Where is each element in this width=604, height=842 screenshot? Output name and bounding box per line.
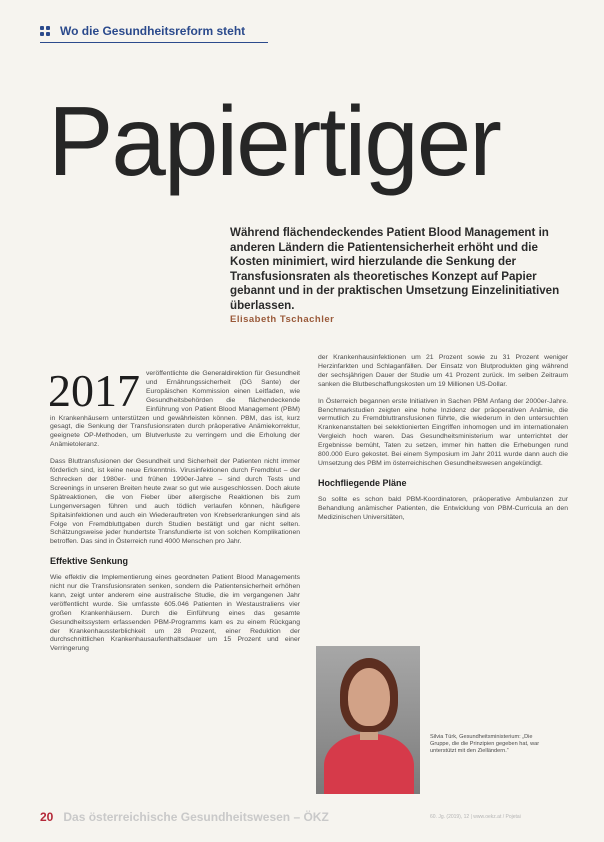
paragraph: Dass Bluttransfusionen der Gesundheit und Sicherheit der Patienten nicht immer förderlich sind, ist keine neue Erkenntnis. Virusinfektionen durch Fremdblut – der Schrecken der 1980er- und frühen 1990er-Jahre – sind durch Tests und Screenings in unseren Breiten heute zwar so gut wie ausgeschlossen. Doch akute Spätreaktionen, die von Fieber über allergische Reaktionen bis zum Lungenversagen führen und auch tödlich verlaufen können, häufigere Spitalsinfektionen und auch ein Wiederauftreten von Krebserkrankungen sind als Folge von Fremdbluttgaben durch Studien bestätigt und gar nicht selten. Schätzungsweise jeder hundertste Transfundierte ist von solchen Komplikationen betroffen. Das sind in Österreich rund 4000 Menschen pro Jahr. (50, 458, 300, 546)
paragraph-text: veröffentlichte die Generaldirektion für Gesundheit und Ernährungssicherheit (DG Sante) der Europäischen Kommission einen Leitfaden, wie Gesundheitsbehörden die flächendeckende Einführung von Patient Blood Management (PBM) in Krankenhäusern unterstützen und gewährleisten können. PBM, das ist, kurz gesagt, die Senkung der Transfusionsraten durch präoperative Anämiekorrektur, geeignete OP-Methoden, um Blutverluste zu verringern und die Erholung der Anämietoleranz. (50, 370, 300, 449)
subheading: Hochfliegende Pläne (318, 477, 407, 488)
photo-caption: Silvia Türk, Gesundheitsministerium: „Die Gruppe, die die Prinzipien gegeben hat, war unterstützt mit den Zielländern.“ (430, 734, 540, 754)
paragraph: der Krankenhausinfektionen um 21 Prozent sowie zu 31 Prozent weniger Herzinfarkten und Schlaganfällen. Der Einsatz von Blutprodukten ging während der sechsjährigen Dauer der Studie um 41 Prozent zurück. Im selben Zeitraum sanken die Blutbeschaffungskosten um 19 Millionen US-Dollar. (318, 354, 568, 388)
section-title: Wo die Gesundheitsreform steht (60, 24, 246, 38)
section-header (40, 24, 245, 38)
left-column (48, 365, 300, 662)
publication-name: Das österreichische Gesundheitswesen – ÖKZ (63, 810, 329, 824)
article-author: Elisabeth Tschachler (230, 314, 335, 325)
issue-info: 60. Jg. (2019), 12 | www.oekz.at / Pojetai (430, 814, 521, 820)
paragraph: In Österreich begannen erste Initiativen in Sachen PBM Anfang der 2000er-Jahre. Benchmarkstudien zeigten eine hohe Inzidenz der präoperativen Anämie, die vermutlich zu Fremdbluttransfusionen führte, die wiederum in den untersuchten Krankenanstalten bei selektionierten Eingriffen inhomogen und im internationalen Vergleich hoch waren. Das Gesundheitsministerium war unterrichtet der Ergebnisse bemüht, Taten zu setzen, immer hin hatten die Erhebungen rund 800.000 Euro gekostet. Bei einem Symposium im Jahr 2011 wurde dann auch die Umsetzung des PBM im österreichischen Gesundheitswesen angekündigt. (318, 397, 568, 467)
subheading: Effektive Senkung (50, 556, 129, 567)
paragraph (48, 365, 300, 450)
right-column (318, 354, 568, 531)
portrait-photo (316, 646, 420, 794)
paragraph: So sollte es schon bald PBM-Koordinatoren, präoperative Ambulanzen zur Behandlung anämischer Patienten, die Entwicklung von PBM-Curricula an den Medizinischen Universitäten, (318, 495, 568, 521)
dropcap-year: 2017 (48, 365, 140, 416)
page-number: 20 (40, 810, 54, 824)
article-lead: Während flächendeckendes Patient Blood Management in anderen Ländern die Patientensicherheit erhöht und die Kosten minimiert, wird hierzulande die Senkung der Transfusionsraten als theoretisches Konzept auf Papier gebannt und in der praktischen Umsetzung Einzelinitiativen überlassen. (230, 226, 560, 312)
paragraph: Wie effektiv die Implementierung eines geordneten Patient Blood Managements nicht nur die Transfusionsraten senken, sondern die Patientensicherheit erhöhen kann, zeigt unter anderem eine australische Studie, die im vergangenen Jahr veröffentlicht wurde. Sie umfasste 605.046 Patienten in Westaustraliens vier großen Krankenhäusern. Durch die Einführung eines das gesamte Gesundheitssystem erfassenden PBM-Programms kam es zu einem Rückgang der Krankenhaussterblichkeit um 28 Prozent, einer Reduktion der durchschnittlichen Krankenhausaufenthaltsdauer um 15 Prozent und einer Verringerung (50, 574, 300, 653)
header-rule (40, 42, 268, 43)
grid-dots-icon (40, 26, 50, 36)
article-title: Papiertiger (48, 86, 500, 196)
page-footer (40, 810, 329, 824)
